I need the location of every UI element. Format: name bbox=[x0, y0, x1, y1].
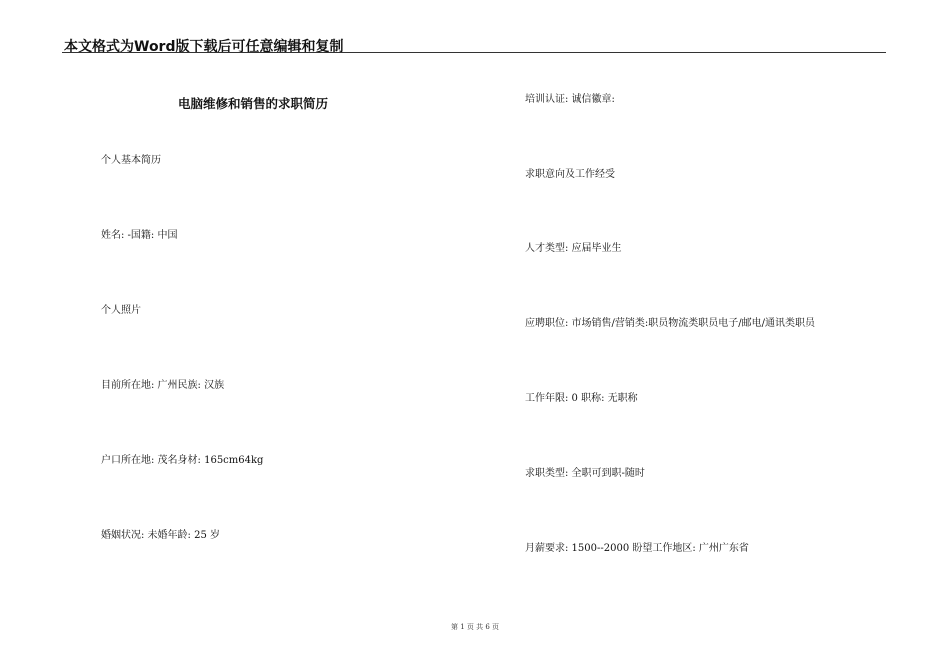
field-name-nationality: 姓名: -国籍: 中国 bbox=[101, 230, 178, 241]
header-title: 本文格式为Word版下载后可任意编辑和复制 bbox=[64, 39, 344, 55]
field-salary-region: 月薪要求: 1500--2000 盼望工作地区: 广州广东省 bbox=[525, 543, 749, 554]
page-number: 第 1 页 共 6 页 bbox=[450, 623, 500, 631]
field-marital-age: 婚姻状况: 未婚年龄: 25 岁 bbox=[101, 530, 220, 541]
document-title: 电脑维修和销售的求职简历 bbox=[178, 96, 329, 111]
field-photo: 个人照片 bbox=[101, 305, 141, 316]
header-divider bbox=[62, 52, 886, 53]
field-job-type: 求职类型: 全职可到职-随时 bbox=[525, 468, 645, 479]
section-job-intent: 求职意向及工作经受 bbox=[525, 169, 615, 180]
field-talent-type: 人才类型: 应届毕业生 bbox=[525, 243, 622, 254]
field-hukou-physique: 户口所在地: 茂名身材: 165cm64kg bbox=[101, 455, 264, 466]
section-basic-resume: 个人基本简历 bbox=[101, 155, 161, 166]
field-location-ethnicity: 目前所在地: 广州民族: 汉族 bbox=[101, 380, 225, 391]
field-certification: 培训认证: 诚信徽章: bbox=[525, 94, 615, 105]
field-years-title: 工作年限: 0 职称: 无职称 bbox=[525, 393, 638, 404]
field-position: 应聘职位: 市场销售/营销类:职员物流类职员电子/邮电/通讯类职员 bbox=[525, 318, 816, 329]
